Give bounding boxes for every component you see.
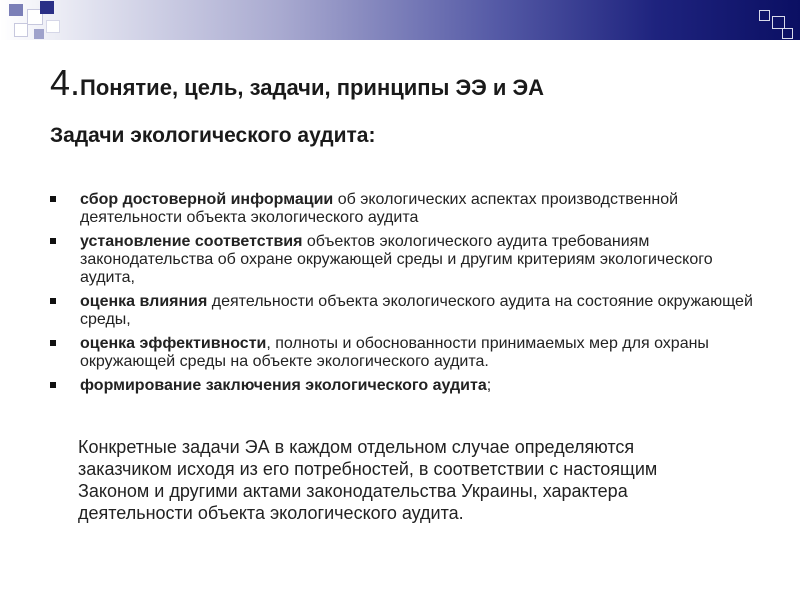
decorative-square [46,20,60,33]
list-item-text: деятельности объекта экологического аудита на состояние окружающей среды, [80,293,753,328]
corner-square-pattern [0,0,60,48]
bullet-marker [50,298,56,304]
slide-title-text: Понятие, цель, задачи, принципы ЭЭ и ЭА [80,75,545,100]
list-item [50,191,755,227]
decorative-square [759,10,770,21]
list-item [50,293,755,329]
closing-paragraph: Конкретные задачи ЭА в каждом отдельном случае определяются заказчиком исходя из его потребностей, в соответствии с настоящим Законом и другими актами законодательства Украины, характера деятельности объекта экологического аудита. [78,437,658,523]
bullet-marker [50,340,56,346]
list-item [50,233,755,287]
decorative-square [782,28,793,39]
slide-title-number: 4. [50,62,81,103]
tasks-list [50,191,755,401]
list-item-key-phrase: установление соответствия [80,233,303,250]
list-item-key-phrase: оценка эффективности [80,335,267,352]
bullet-marker [50,196,56,202]
list-item-text: об экологических аспектах производственной деятельности объекта экологического аудита [80,191,679,226]
list-item [50,335,755,371]
bullet-marker [50,382,56,388]
bullet-marker [50,238,56,244]
header-square-pattern [755,10,795,40]
section-heading: Задачи экологического аудита: [50,124,376,147]
decorative-square [34,29,44,39]
list-item-key-phrase: оценка влияния [80,293,208,310]
list-item-key-phrase: сбор достоверной информации [80,191,334,208]
decorative-square [9,4,23,16]
slide-title [50,62,544,104]
list-item-text: объектов экологического аудита требованиям законодательства об охране окружающей среды и другим критериям экологического аудита, [80,233,713,286]
list-item-key-phrase: формирование заключения экологического аудита [80,377,487,394]
list-item-text: ; [486,377,492,394]
list-item-text: , полноты и обоснованности принимаемых мер для охраны окружающей среды на объекте экологического аудита. [80,335,709,370]
decorative-square [40,1,54,14]
decorative-square [14,23,28,37]
list-item [50,377,755,395]
header-decoration-band [0,0,800,40]
